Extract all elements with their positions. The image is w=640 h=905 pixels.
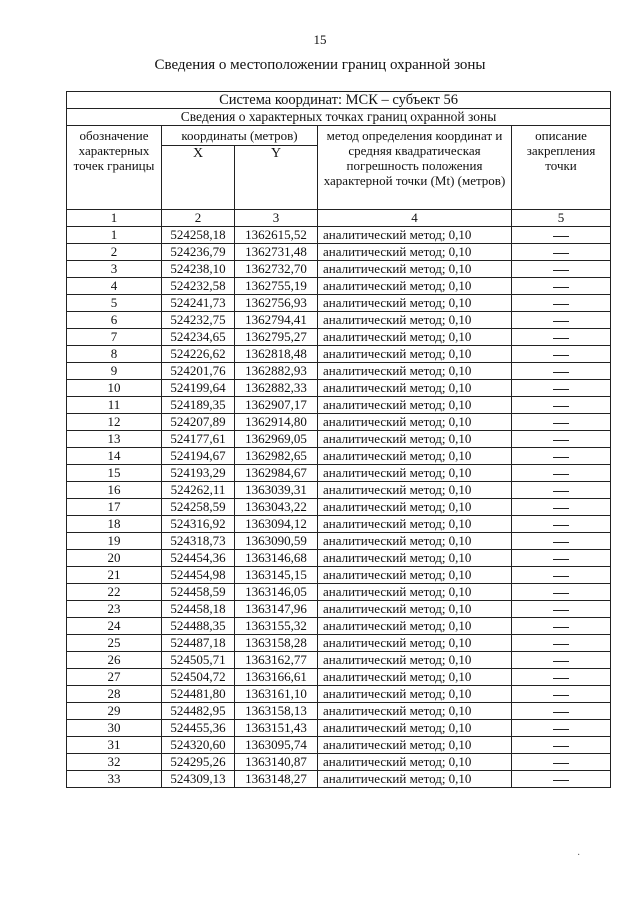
- description-dash: [512, 533, 611, 550]
- description-dash: [512, 278, 611, 295]
- y-coordinate: 1362756,93: [235, 295, 318, 312]
- table-row: [67, 737, 611, 754]
- description-dash: [512, 567, 611, 584]
- x-coordinate: 524458,59: [162, 584, 235, 601]
- x-coordinate: 524232,58: [162, 278, 235, 295]
- y-coordinate: 1363145,15: [235, 567, 318, 584]
- method-cell: аналитический метод; 0,10: [318, 584, 512, 601]
- x-coordinate: 524236,79: [162, 244, 235, 261]
- method-cell: аналитический метод; 0,10: [318, 346, 512, 363]
- y-coordinate: 1363155,32: [235, 618, 318, 635]
- x-coordinate: 524177,61: [162, 431, 235, 448]
- point-number: 27: [67, 669, 162, 686]
- description-dash: [512, 482, 611, 499]
- y-coordinate: 1363090,59: [235, 533, 318, 550]
- y-coordinate: 1363043,22: [235, 499, 318, 516]
- description-dash: [512, 652, 611, 669]
- method-cell: аналитический метод; 0,10: [318, 720, 512, 737]
- table-row: [67, 669, 611, 686]
- y-coordinate: 1363151,43: [235, 720, 318, 737]
- y-coordinate: 1363162,77: [235, 652, 318, 669]
- description-dash: [512, 686, 611, 703]
- x-coordinate: 524320,60: [162, 737, 235, 754]
- description-dash: [512, 346, 611, 363]
- point-number: 6: [67, 312, 162, 329]
- description-dash: [512, 669, 611, 686]
- point-number: 2: [67, 244, 162, 261]
- scan-speck: ·: [577, 850, 581, 861]
- method-cell: аналитический метод; 0,10: [318, 312, 512, 329]
- y-coordinate: 1363161,10: [235, 686, 318, 703]
- table-row: [67, 346, 611, 363]
- method-cell: аналитический метод; 0,10: [318, 397, 512, 414]
- point-number: 11: [67, 397, 162, 414]
- y-coordinate: 1363158,13: [235, 703, 318, 720]
- method-cell: аналитический метод; 0,10: [318, 431, 512, 448]
- description-dash: [512, 465, 611, 482]
- y-coordinate: 1362732,70: [235, 261, 318, 278]
- y-coordinate: 1363146,05: [235, 584, 318, 601]
- description-dash: [512, 329, 611, 346]
- point-number: 10: [67, 380, 162, 397]
- table-row: [67, 312, 611, 329]
- table-row: [67, 363, 611, 380]
- y-coordinate: 1363140,87: [235, 754, 318, 771]
- table-row: [67, 584, 611, 601]
- x-coordinate: 524454,36: [162, 550, 235, 567]
- point-number: 14: [67, 448, 162, 465]
- y-coordinate: 1362882,93: [235, 363, 318, 380]
- method-cell: аналитический метод; 0,10: [318, 652, 512, 669]
- point-number: 30: [67, 720, 162, 737]
- column-number: 4: [318, 210, 512, 227]
- table-row: [67, 431, 611, 448]
- header-y: Y: [235, 146, 318, 210]
- boundary-points-table: [66, 91, 611, 788]
- header-method: метод определения координат и средняя квадратическая погрешность положения характерной точки (Mt) (метров): [318, 126, 512, 210]
- description-dash: [512, 499, 611, 516]
- point-number: 13: [67, 431, 162, 448]
- method-cell: аналитический метод; 0,10: [318, 635, 512, 652]
- table-row: [67, 295, 611, 312]
- x-coordinate: 524194,67: [162, 448, 235, 465]
- method-cell: аналитический метод; 0,10: [318, 295, 512, 312]
- x-coordinate: 524482,95: [162, 703, 235, 720]
- method-cell: аналитический метод; 0,10: [318, 703, 512, 720]
- point-number: 1: [67, 227, 162, 244]
- y-coordinate: 1363146,68: [235, 550, 318, 567]
- table-row: [67, 550, 611, 567]
- point-number: 31: [67, 737, 162, 754]
- method-cell: аналитический метод; 0,10: [318, 618, 512, 635]
- description-dash: [512, 431, 611, 448]
- description-dash: [512, 550, 611, 567]
- x-coordinate: 524455,36: [162, 720, 235, 737]
- point-number: 9: [67, 363, 162, 380]
- table-row: [67, 465, 611, 482]
- x-coordinate: 524193,29: [162, 465, 235, 482]
- description-dash: [512, 635, 611, 652]
- method-cell: аналитический метод; 0,10: [318, 550, 512, 567]
- description-dash: [512, 244, 611, 261]
- table-row: [67, 567, 611, 584]
- x-coordinate: 524458,18: [162, 601, 235, 618]
- point-number: 7: [67, 329, 162, 346]
- table-row: [67, 652, 611, 669]
- description-dash: [512, 516, 611, 533]
- point-number: 18: [67, 516, 162, 533]
- table-row: [67, 499, 611, 516]
- description-dash: [512, 227, 611, 244]
- y-coordinate: 1362755,19: [235, 278, 318, 295]
- description-dash: [512, 737, 611, 754]
- x-coordinate: 524262,11: [162, 482, 235, 499]
- x-coordinate: 524454,98: [162, 567, 235, 584]
- table-row: [67, 227, 611, 244]
- x-coordinate: 524226,62: [162, 346, 235, 363]
- x-coordinate: 524487,18: [162, 635, 235, 652]
- method-cell: аналитический метод; 0,10: [318, 771, 512, 788]
- point-number: 26: [67, 652, 162, 669]
- description-dash: [512, 363, 611, 380]
- point-number: 33: [67, 771, 162, 788]
- column-number: 5: [512, 210, 611, 227]
- x-coordinate: 524504,72: [162, 669, 235, 686]
- x-coordinate: 524481,80: [162, 686, 235, 703]
- table-row: [67, 533, 611, 550]
- description-dash: [512, 618, 611, 635]
- method-cell: аналитический метод; 0,10: [318, 448, 512, 465]
- x-coordinate: 524189,35: [162, 397, 235, 414]
- table-row: [67, 380, 611, 397]
- point-number: 22: [67, 584, 162, 601]
- table-row: [67, 261, 611, 278]
- point-number: 20: [67, 550, 162, 567]
- table-row: [67, 686, 611, 703]
- method-cell: аналитический метод; 0,10: [318, 516, 512, 533]
- x-coordinate: 524258,18: [162, 227, 235, 244]
- x-coordinate: 524318,73: [162, 533, 235, 550]
- column-number: 1: [67, 210, 162, 227]
- point-number: 32: [67, 754, 162, 771]
- method-cell: аналитический метод; 0,10: [318, 363, 512, 380]
- x-coordinate: 524234,65: [162, 329, 235, 346]
- coordinate-system-header: Система координат: МСК – субъект 56: [67, 92, 611, 109]
- y-coordinate: 1363039,31: [235, 482, 318, 499]
- point-number: 25: [67, 635, 162, 652]
- x-coordinate: 524316,92: [162, 516, 235, 533]
- point-number: 3: [67, 261, 162, 278]
- description-dash: [512, 720, 611, 737]
- y-coordinate: 1363158,28: [235, 635, 318, 652]
- method-cell: аналитический метод; 0,10: [318, 754, 512, 771]
- column-number: 2: [162, 210, 235, 227]
- y-coordinate: 1362914,80: [235, 414, 318, 431]
- x-coordinate: 524505,71: [162, 652, 235, 669]
- y-coordinate: 1362794,41: [235, 312, 318, 329]
- description-dash: [512, 397, 611, 414]
- point-number: 21: [67, 567, 162, 584]
- point-number: 12: [67, 414, 162, 431]
- y-coordinate: 1362907,17: [235, 397, 318, 414]
- method-cell: аналитический метод; 0,10: [318, 278, 512, 295]
- method-cell: аналитический метод; 0,10: [318, 380, 512, 397]
- method-cell: аналитический метод; 0,10: [318, 737, 512, 754]
- method-cell: аналитический метод; 0,10: [318, 669, 512, 686]
- page-number: 15: [313, 32, 327, 47]
- x-coordinate: 524207,89: [162, 414, 235, 431]
- description-dash: [512, 703, 611, 720]
- table-row: [67, 516, 611, 533]
- description-dash: [512, 448, 611, 465]
- header-x: X: [162, 146, 235, 210]
- method-cell: аналитический метод; 0,10: [318, 686, 512, 703]
- point-number: 5: [67, 295, 162, 312]
- y-coordinate: 1363148,27: [235, 771, 318, 788]
- point-number: 19: [67, 533, 162, 550]
- y-coordinate: 1362984,67: [235, 465, 318, 482]
- method-cell: аналитический метод; 0,10: [318, 244, 512, 261]
- description-dash: [512, 295, 611, 312]
- table-row: [67, 720, 611, 737]
- x-coordinate: 524199,64: [162, 380, 235, 397]
- x-coordinate: 524295,26: [162, 754, 235, 771]
- point-number: 17: [67, 499, 162, 516]
- table-row: [67, 278, 611, 295]
- method-cell: аналитический метод; 0,10: [318, 533, 512, 550]
- point-number: 24: [67, 618, 162, 635]
- x-coordinate: 524238,10: [162, 261, 235, 278]
- method-cell: аналитический метод; 0,10: [318, 329, 512, 346]
- y-coordinate: 1362882,33: [235, 380, 318, 397]
- x-coordinate: 524309,13: [162, 771, 235, 788]
- description-dash: [512, 414, 611, 431]
- table-row: [67, 397, 611, 414]
- y-coordinate: 1363094,12: [235, 516, 318, 533]
- point-number: 23: [67, 601, 162, 618]
- point-number: 16: [67, 482, 162, 499]
- y-coordinate: 1362795,27: [235, 329, 318, 346]
- point-number: 4: [67, 278, 162, 295]
- table-row: [67, 618, 611, 635]
- table-row: [67, 244, 611, 261]
- description-dash: [512, 312, 611, 329]
- table-row: [67, 448, 611, 465]
- table-row: [67, 414, 611, 431]
- method-cell: аналитический метод; 0,10: [318, 261, 512, 278]
- y-coordinate: 1362969,05: [235, 431, 318, 448]
- table-row: [67, 601, 611, 618]
- page-title: Сведения о местоположении границ охранной зоны: [154, 57, 486, 73]
- description-dash: [512, 261, 611, 278]
- method-cell: аналитический метод; 0,10: [318, 567, 512, 584]
- y-coordinate: 1362982,65: [235, 448, 318, 465]
- table-row: [67, 635, 611, 652]
- method-cell: аналитический метод; 0,10: [318, 227, 512, 244]
- description-dash: [512, 754, 611, 771]
- method-cell: аналитический метод; 0,10: [318, 601, 512, 618]
- x-coordinate: 524232,75: [162, 312, 235, 329]
- y-coordinate: 1363166,61: [235, 669, 318, 686]
- x-coordinate: 524201,76: [162, 363, 235, 380]
- y-coordinate: 1363147,96: [235, 601, 318, 618]
- x-coordinate: 524258,59: [162, 499, 235, 516]
- y-coordinate: 1362818,48: [235, 346, 318, 363]
- column-number: 3: [235, 210, 318, 227]
- table-row: [67, 329, 611, 346]
- y-coordinate: 1362615,52: [235, 227, 318, 244]
- x-coordinate: 524488,35: [162, 618, 235, 635]
- point-number: 29: [67, 703, 162, 720]
- x-coordinate: 524241,73: [162, 295, 235, 312]
- table-row: [67, 703, 611, 720]
- point-number: 15: [67, 465, 162, 482]
- table-subtitle: Сведения о характерных точках границ охранной зоны: [67, 109, 611, 126]
- header-description: описание закрепления точки: [512, 126, 611, 210]
- description-dash: [512, 380, 611, 397]
- description-dash: [512, 584, 611, 601]
- y-coordinate: 1362731,48: [235, 244, 318, 261]
- method-cell: аналитический метод; 0,10: [318, 465, 512, 482]
- table-row: [67, 482, 611, 499]
- point-number: 8: [67, 346, 162, 363]
- header-coordinates: координаты (метров): [162, 126, 318, 146]
- point-number: 28: [67, 686, 162, 703]
- description-dash: [512, 601, 611, 618]
- header-designation: обозначение характерных точек границы: [67, 126, 162, 210]
- table-row: [67, 771, 611, 788]
- method-cell: аналитический метод; 0,10: [318, 499, 512, 516]
- method-cell: аналитический метод; 0,10: [318, 414, 512, 431]
- y-coordinate: 1363095,74: [235, 737, 318, 754]
- table-row: [67, 754, 611, 771]
- description-dash: [512, 771, 611, 788]
- method-cell: аналитический метод; 0,10: [318, 482, 512, 499]
